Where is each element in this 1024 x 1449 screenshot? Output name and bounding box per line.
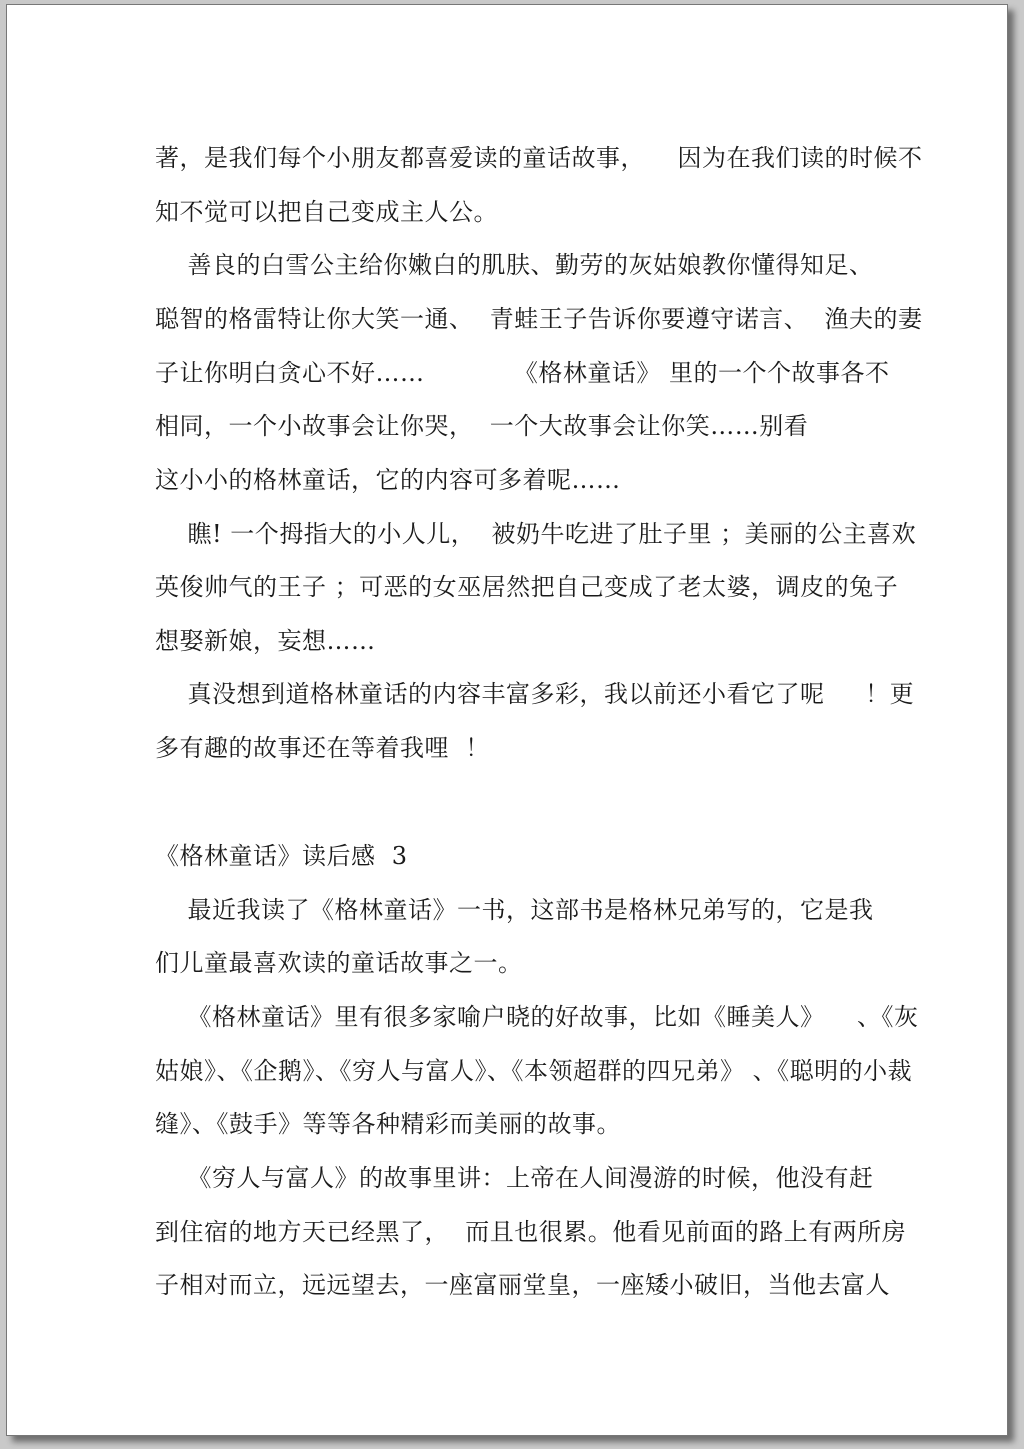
text-line: 最近我读了《格林童话》一书，这部书是格林兄弟写的，它是我 bbox=[155, 896, 874, 924]
text-line: 《穷人与富人》的故事里讲：上帝在人间漫游的时候，他没有赶 bbox=[155, 1164, 874, 1192]
text-line: 姑娘》、《企鹅》、《穷人与富人》、《本领超群的四兄弟》 、《聪明的小裁 bbox=[155, 1057, 913, 1085]
text-line: 知不觉可以把自己变成主人公。 bbox=[155, 198, 498, 226]
text-line: 到住宿的地方天已经黑了， 而且也很累。他看见前面的路上有两所房 bbox=[155, 1218, 907, 1246]
text-line: 英俊帅气的王子 ；可恶的女巫居然把自己变成了老太婆，调皮的兔子 bbox=[155, 573, 899, 601]
text-line: 缝》、《鼓手》等等各种精彩而美丽的故事。 bbox=[155, 1110, 621, 1138]
text-line: 聪智的格雷特让你大笑一通、 青蛙王子告诉你要遵守诺言、 渔夫的妻 bbox=[155, 305, 923, 333]
text-line: 《格林童话》里有很多家喻户晓的好故事，比如《睡美人》 、《灰 bbox=[155, 1003, 919, 1031]
text-line: 子相对而立，远远望去，一座富丽堂皇，一座矮小破旧，当他去富人 bbox=[155, 1271, 890, 1299]
text-line: 们儿童最喜欢读的童话故事之一。 bbox=[155, 949, 523, 977]
text-line: 著，是我们每个小朋友都喜爱读的童话故事， 因为在我们读的时候不 bbox=[155, 144, 923, 172]
text-line: 瞧! 一个拇指大的小人儿， 被奶牛吃进了肚子里 ；美丽的公主喜欢 bbox=[155, 520, 917, 548]
section-heading: 《格林童话》读后感 3 bbox=[155, 842, 408, 870]
text-line: 想娶新娘，妄想…… bbox=[155, 627, 376, 655]
text-line: 善良的白雪公主给你嫩白的肌肤、勤劳的灰姑娘教你懂得知足、 bbox=[155, 251, 874, 279]
text-line: 这小小的格林童话，它的内容可多着呢…… bbox=[155, 466, 621, 494]
text-line: 子让你明白贪心不好…… 《格林童话》 里的一个个故事各不 bbox=[155, 359, 890, 387]
document-page bbox=[6, 4, 1008, 1436]
text-line: 相同，一个小故事会让你哭， 一个大故事会让你笑……别看 bbox=[155, 412, 809, 440]
document-body bbox=[7, 5, 1007, 1435]
text-line: 真没想到道格林童话的内容丰富多彩，我以前还小看它了呢 ！更 bbox=[155, 680, 915, 708]
text-line: 多有趣的故事还在等着我哩 ！ bbox=[155, 734, 490, 762]
